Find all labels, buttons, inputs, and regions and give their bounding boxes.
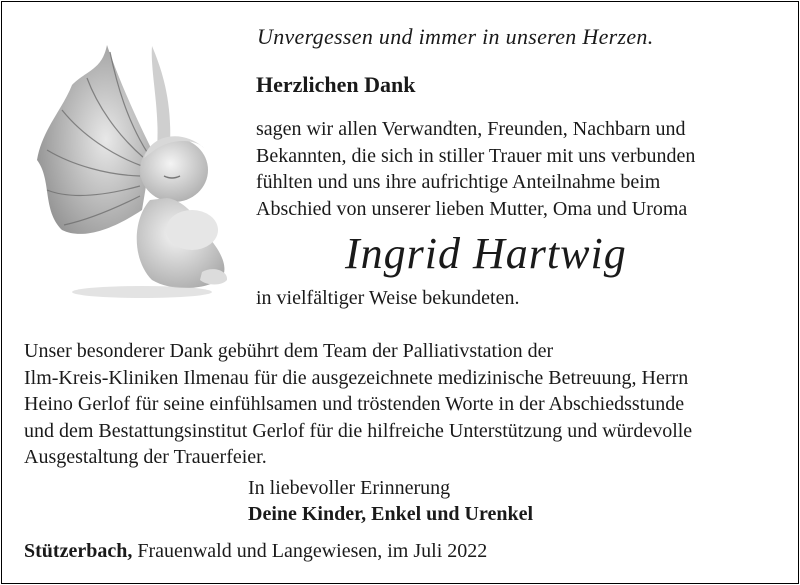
intro-paragraph [256, 116, 695, 222]
footer-place-date [24, 540, 487, 563]
intro-line: Abschied von unserer lieben Mutter, Oma und Uroma [256, 197, 688, 220]
memory-line: In liebevoller Erinnerung [248, 477, 451, 499]
thanks-paragraph [24, 338, 692, 471]
footer-rest: Frauenwald und Langewiesen, im Juli 2022 [132, 540, 488, 562]
intro-line: fühlten und uns ihre aufrichtige Anteilnahme beim [256, 171, 661, 193]
thanks-line: Ilm-Kreis-Kliniken Ilmenau für die ausgezeichnete medizinische Betreuung, Herrn [24, 366, 689, 389]
thanks-line: und dem Bestattungsinstitut Gerlof für die hilfreiche Unterstützung und würdevolle [24, 419, 693, 442]
after-name-text: in vielfältiger Weise bekundeten. [256, 287, 520, 309]
thanks-line: Heino Gerlof für seine einfühlsamen und tröstenden Worte in der Abschiedsstunde [24, 393, 685, 415]
sleeping-cherub-image [32, 40, 232, 300]
signers: Deine Kinder, Enkel und Urenkel [248, 503, 534, 525]
motto: Unvergessen und immer in unseren Herzen. [257, 24, 654, 49]
intro-line: sagen wir allen Verwandten, Freunden, Nachbarn und [256, 118, 686, 140]
intro-line: Bekannten, die sich in stiller Trauer mit uns verbunden [256, 144, 696, 167]
heading: Herzlichen Dank [256, 72, 416, 97]
footer-place: Stützerbach, [24, 540, 133, 562]
deceased-name: Ingrid Hartwig [345, 229, 627, 278]
thanks-line: Unser besonderer Dank gebührt dem Team der Palliativstation der [24, 340, 554, 362]
thanks-line: Ausgestaltung der Trauerfeier. [24, 446, 267, 468]
